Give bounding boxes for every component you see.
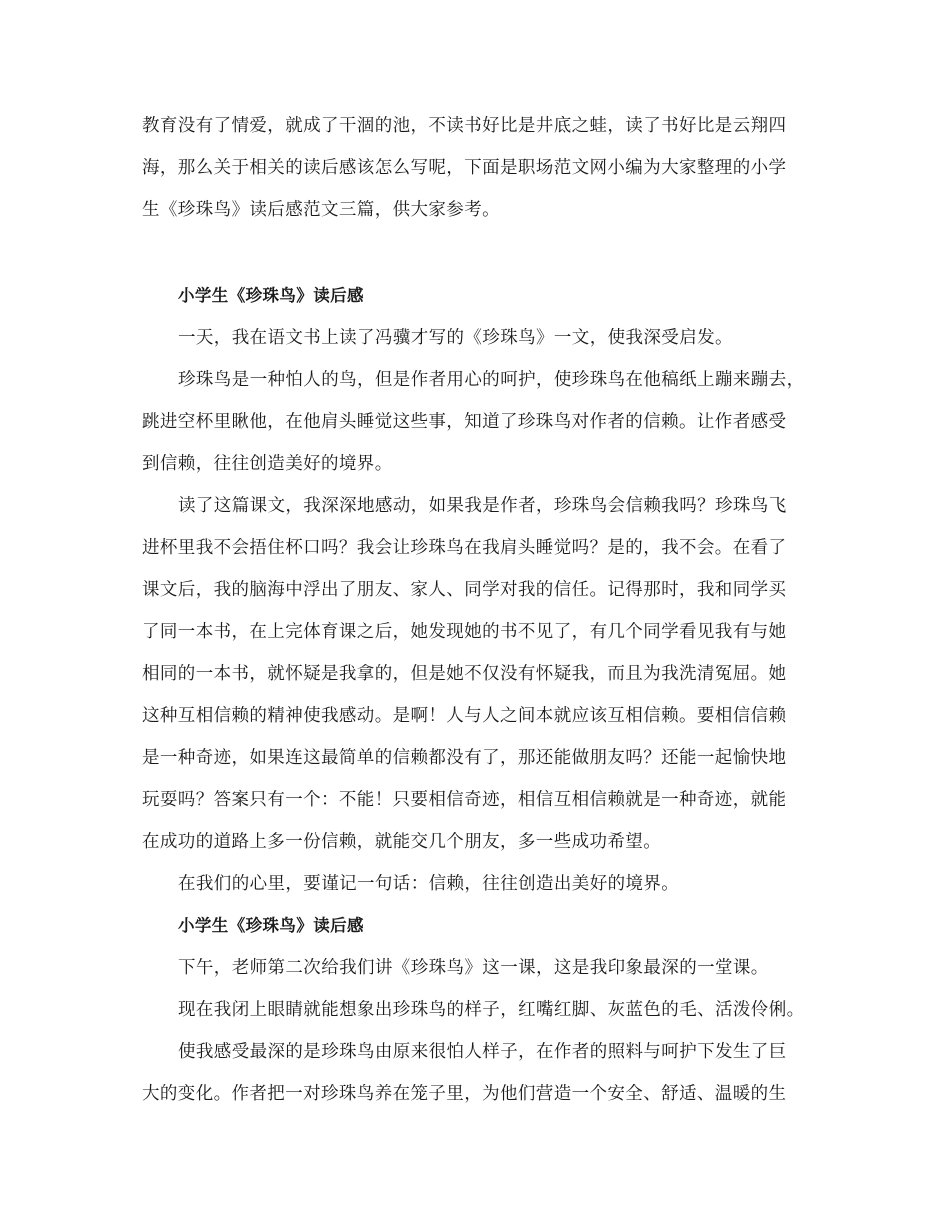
- paragraph-line: 到信赖，往往创造美好的境界。: [142, 454, 393, 474]
- intro-line: 教育没有了情爱，就成了干涸的池，不读书好比是井底之蛙，读了书好比是云翔四: [142, 116, 787, 136]
- paragraph-line: 一天，我在语文书上读了冯骥才写的《珍珠鸟》一文，使我深受启发。: [178, 328, 733, 348]
- paragraph-line: 是一种奇迹，如果连这最简单的信赖都没有了，那还能做朋友吗？还能一起愉快地: [142, 748, 787, 768]
- paragraph-line: 在我们的心里，要谨记一句话：信赖，往往创造出美好的境界。: [178, 874, 680, 894]
- paragraph-line: 了同一本书，在上完体育课之后，她发现她的书不见了，有几个同学看见我有与她: [142, 622, 787, 642]
- paragraph-line: 进杯里我不会捂住杯口吗？我会让珍珠鸟在我肩头睡觉吗？是的，我不会。在看了: [142, 538, 787, 558]
- paragraph-line: 珍珠鸟是一种怕人的鸟，但是作者用心的呵护，使珍珠鸟在他稿纸上蹦来蹦去，: [178, 370, 805, 390]
- paragraph-line: 跳进空杯里瞅他，在他肩头睡觉这些事，知道了珍珠鸟对作者的信赖。让作者感受: [142, 412, 787, 432]
- intro-line: 海，那么关于相关的读后感该怎么写呢，下面是职场范文网小编为大家整理的小学: [142, 158, 787, 178]
- section-heading: 小学生《珍珠鸟》读后感: [178, 286, 364, 305]
- paragraph-line: 课文后，我的脑海中浮出了朋友、家人、同学对我的信任。记得那时，我和同学买: [142, 580, 787, 600]
- paragraph-line: 使我感受最深的是珍珠鸟由原来很怕人样子，在作者的照料与呵护下发生了巨: [178, 1042, 787, 1062]
- paragraph-line: 读了这篇课文，我深深地感动，如果我是作者，珍珠鸟会信赖我吗？珍珠鸟飞: [178, 496, 787, 516]
- paragraph-line: 下午，老师第二次给我们讲《珍珠鸟》这一课，这是我印象最深的一堂课。: [178, 958, 769, 978]
- paragraph-line: 玩耍吗？答案只有一个：不能！只要相信奇迹，相信互相信赖就是一种奇迹，就能: [142, 790, 787, 810]
- intro-line: 生《珍珠鸟》读后感范文三篇，供大家参考。: [142, 200, 500, 220]
- paragraph-line: 在成功的道路上多一份信赖，就能交几个朋友，多一些成功希望。: [142, 832, 662, 852]
- section-heading: 小学生《珍珠鸟》读后感: [178, 916, 364, 935]
- paragraph-line: 大的变化。作者把一对珍珠鸟养在笼子里，为他们营造一个安全、舒适、温暖的生: [142, 1084, 787, 1104]
- paragraph-line: 这种互相信赖的精神使我感动。是啊！人与人之间本就应该互相信赖。要相信信赖: [142, 706, 787, 726]
- paragraph-line: 相同的一本书，就怀疑是我拿的，但是她不仅没有怀疑我，而且为我洗清冤屈。她: [142, 664, 787, 684]
- paragraph-line: 现在我闭上眼睛就能想象出珍珠鸟的样子，红嘴红脚、灰蓝色的毛、活泼伶俐。: [178, 1000, 805, 1020]
